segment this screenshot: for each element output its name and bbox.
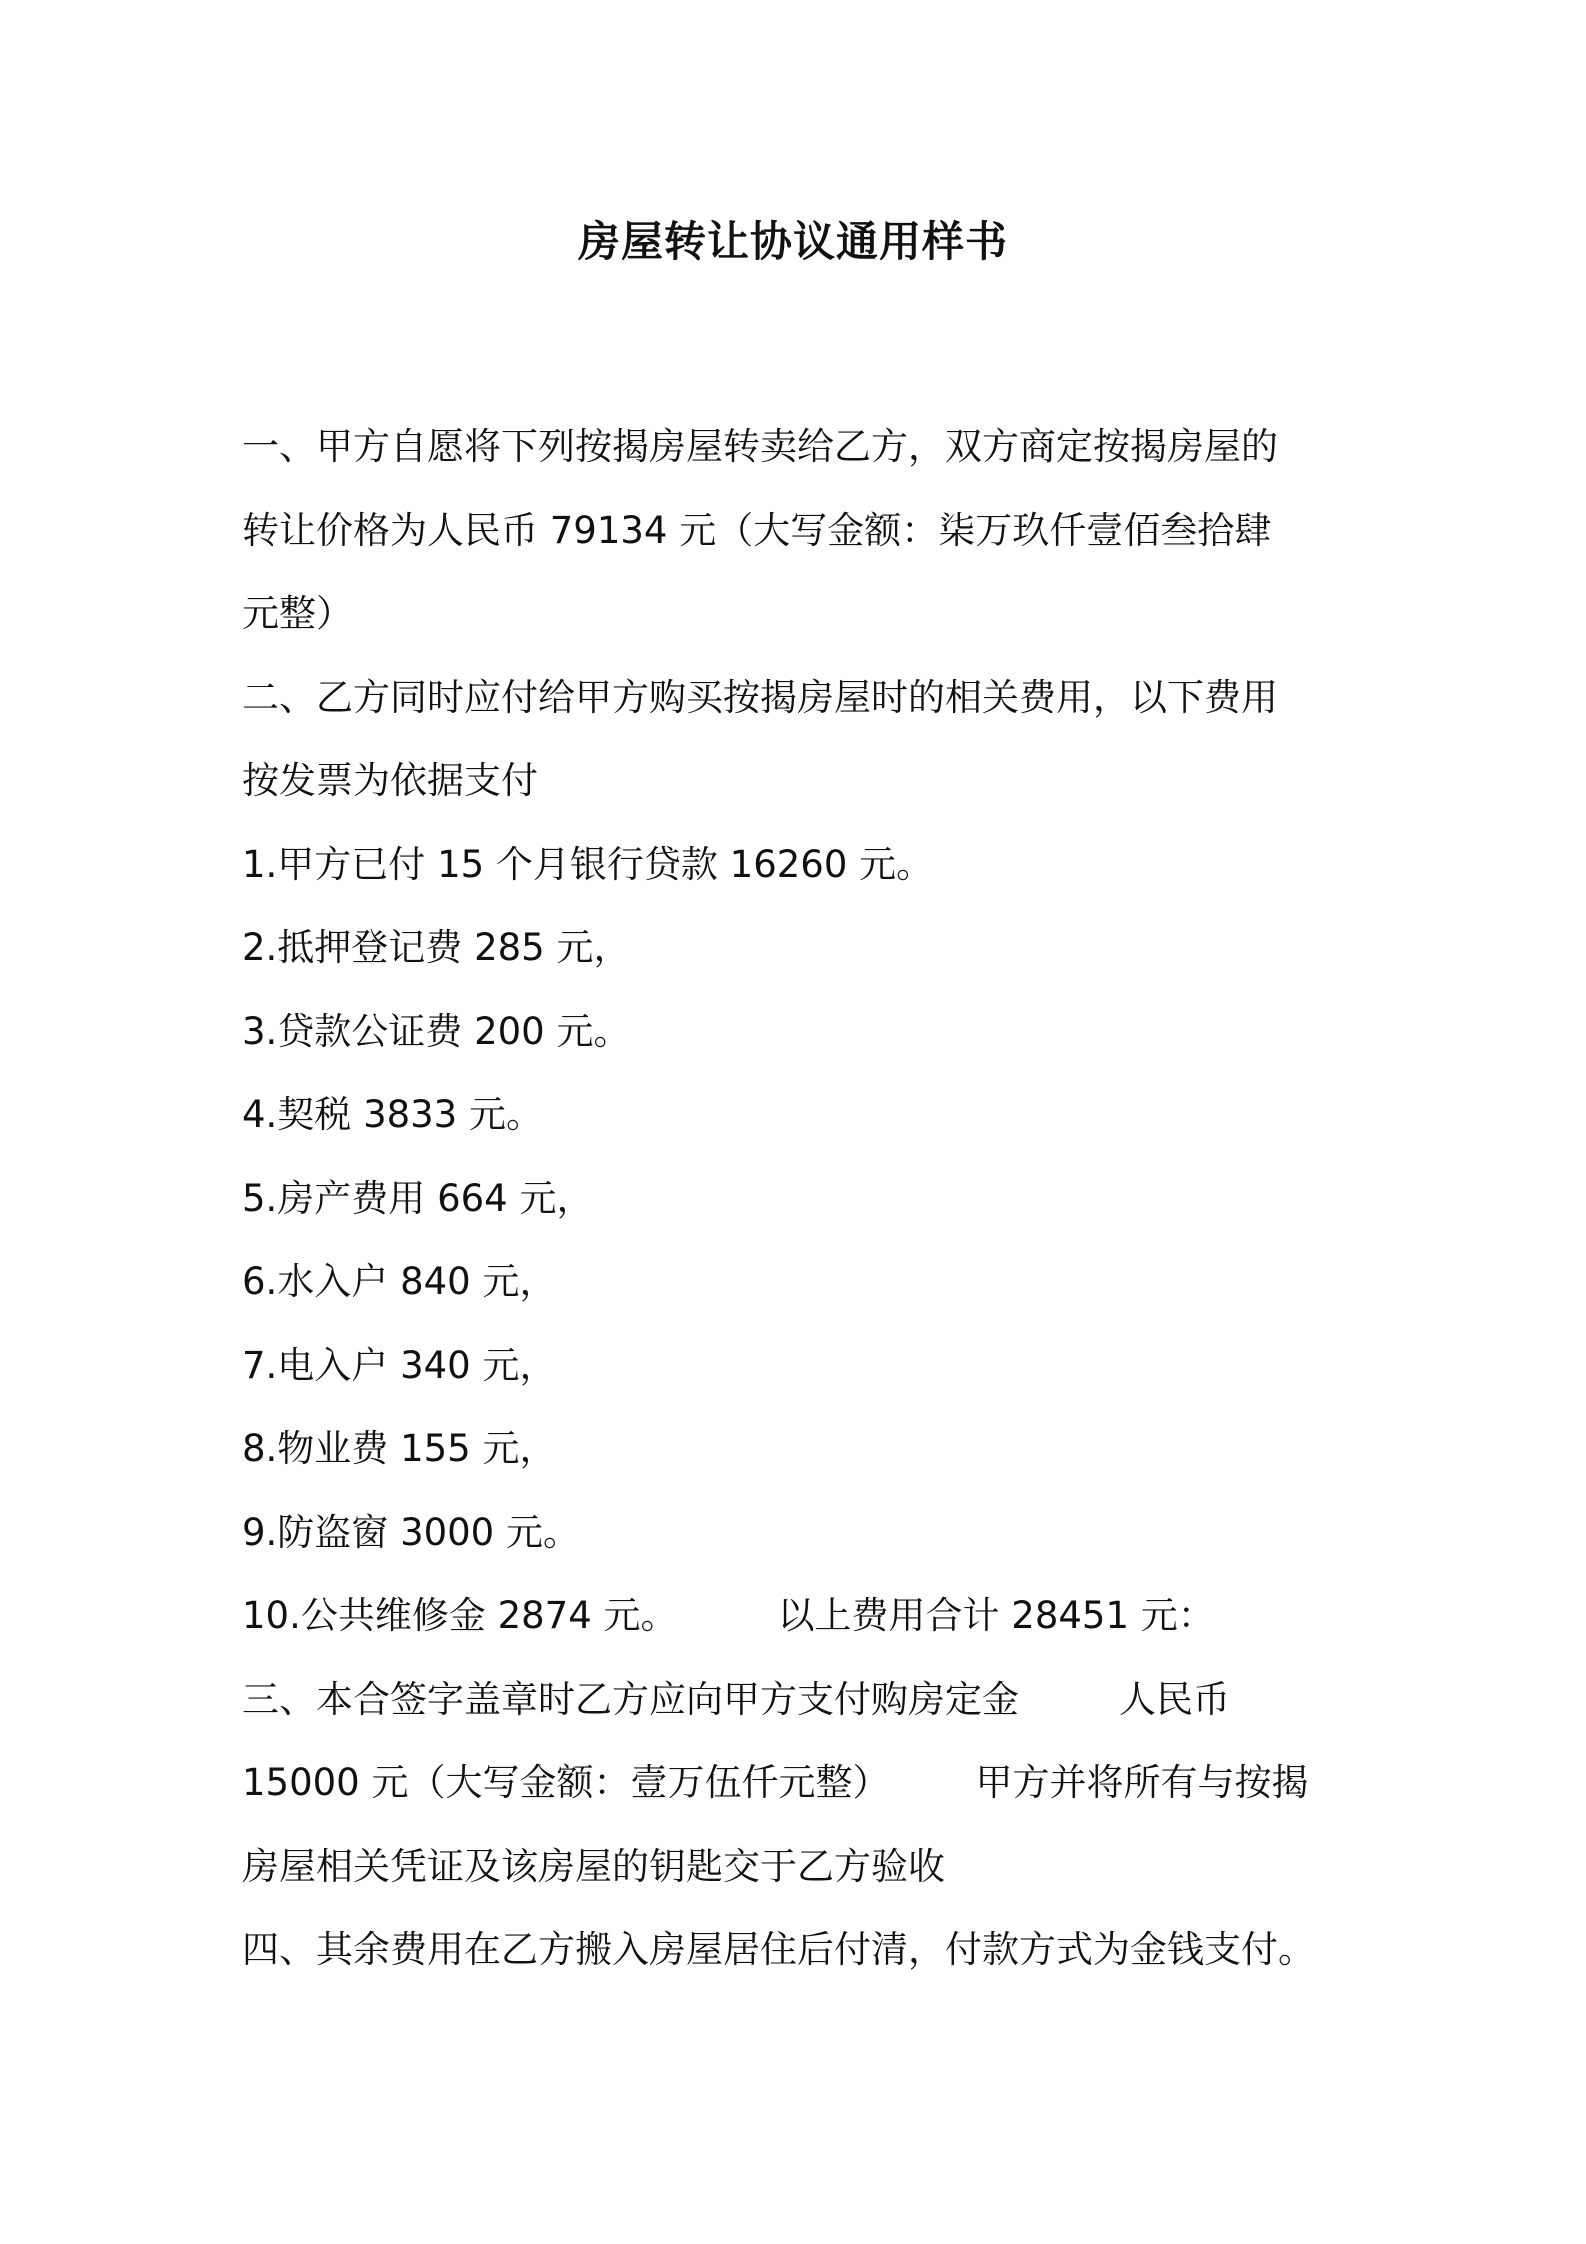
clause-3-currency: 人民币 [1119, 1677, 1230, 1721]
clause-1-line-2: 转让价格为人民币 79134 元（大写金额：柒万玖仟壹佰叁拾肆 [242, 508, 1272, 552]
clause-3-line-3: 房屋相关凭证及该房屋的钥匙交于乙方验收 [242, 1844, 945, 1888]
clause-3-deposit-text: 三、本合签字盖章时乙方应向甲方支付购房定金 [242, 1677, 1019, 1721]
clause-3-line-1 [242, 1658, 1362, 1742]
fee-item-6: 6.水入户 840 元， [242, 1260, 557, 1303]
fee-item-10: 10.公共维修金 2874 元。 [242, 1594, 678, 1637]
fee-item-7: 7.电入户 340 元， [242, 1343, 557, 1387]
agreement-body [242, 405, 1362, 1992]
fee-item-9: 9.防盗窗 3000 元。 [242, 1510, 580, 1554]
fee-item-4: 4.契税 3833 元。 [242, 1093, 543, 1136]
clause-1-line-3: 元整） [242, 592, 353, 635]
clause-4-line-1: 四、其余费用在乙方搬入房屋居住后付清，付款方式为金钱支付。 [242, 1928, 1315, 1971]
clause-3-handover-text: 甲方并将所有与按揭 [975, 1761, 1309, 1804]
clause-2-line-1: 二、乙方同时应付给甲方购买按揭房屋时的相关费用，以下费用 [242, 675, 1278, 719]
clause-3-line-2 [242, 1741, 1362, 1825]
fee-item-1: 1.甲方已付 15 个月银行贷款 16260 元。 [242, 842, 934, 886]
fee-item-5: 5.房产费用 664 元， [242, 1176, 594, 1220]
clause-2-line-2: 按发票为依据支付 [242, 759, 538, 802]
clause-3-deposit-amount: 15000 元（大写金额：壹万伍仟元整） [242, 1761, 890, 1804]
fee-item-10-and-total [242, 1574, 1362, 1658]
document-title: 房屋转让协议通用样书 [577, 217, 1008, 266]
fee-item-8: 8.物业费 155 元， [242, 1427, 557, 1470]
fee-item-3: 3.贷款公证费 200 元。 [242, 1009, 631, 1053]
fee-item-2: 2.抵押登记费 285 元， [242, 926, 631, 969]
clause-1-line-1: 一、甲方自愿将下列按揭房屋转卖给乙方，双方商定按揭房屋的 [242, 425, 1278, 468]
fees-total: 以上费用合计 28451 元： [777, 1594, 1215, 1637]
